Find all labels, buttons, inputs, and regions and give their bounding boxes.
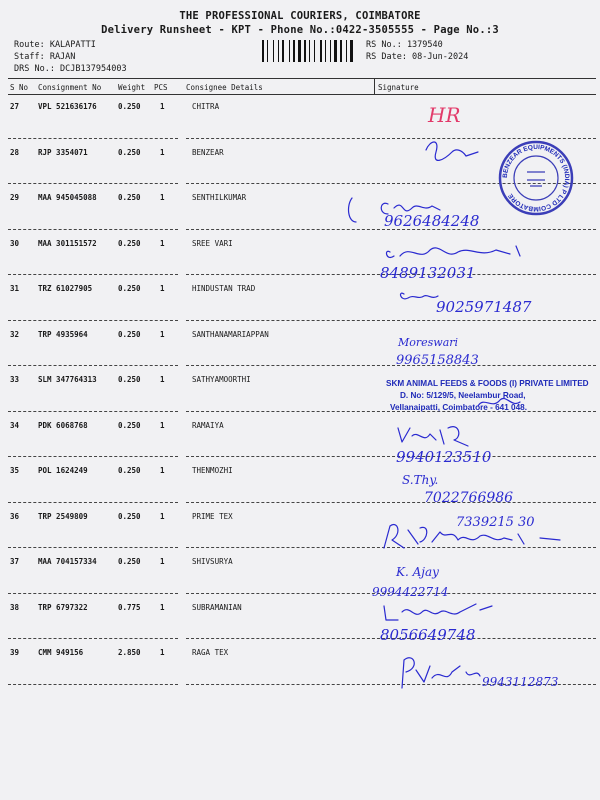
row39-signature (402, 658, 480, 688)
row-consignee: SANTHANAMARIAPPAN (192, 329, 269, 339)
row-pcs: 1 (160, 375, 165, 384)
row39-phone: 9943112873 (482, 675, 559, 689)
row29-phone: 9626484248 (384, 212, 480, 230)
row-consignment-no: SLM 347764313 (38, 375, 97, 384)
row-sno: 31 (10, 284, 20, 293)
company-title: THE PROFESSIONAL COURIERS, COIMBATORE (179, 10, 421, 22)
row-consignee: SHIVSURYA (192, 557, 233, 566)
row35-name: S.Thy. (402, 473, 439, 487)
row-sno: 27 (10, 102, 20, 111)
row30-phone: 8489132031 (380, 264, 476, 282)
row-pcs: 1 (160, 284, 165, 293)
row-consignee: SREE VARI (192, 238, 233, 248)
row-consignment-no: POL 1624249 (38, 466, 88, 475)
row-weight: 0.250 (118, 466, 141, 475)
row-consignee: SENTHILKUMAR (192, 193, 247, 202)
row-pcs: 1 (160, 648, 165, 657)
row37-phone: 9994422714 (372, 585, 449, 599)
staff-label: Staff: RAJAN (14, 52, 76, 62)
row-consignment-no: MAA 301151572 (38, 238, 97, 248)
row-sno: 29 (10, 193, 20, 202)
drs-number: DRS No.: DCJB137954003 (14, 64, 127, 74)
row34-signature (398, 427, 468, 446)
row-weight: 0.250 (118, 420, 141, 430)
row-sno: 28 (10, 147, 20, 157)
row-sno: 33 (10, 375, 20, 384)
col-consignee: Consignee Details (186, 83, 263, 92)
row-sno: 32 (10, 329, 20, 339)
row-pcs: 1 (160, 557, 165, 566)
row-sno: 37 (10, 557, 20, 566)
col-consignment: Consignment No (38, 83, 102, 92)
runsheet-subtitle: Delivery Runsheet - KPT - Phone No.:0422-3505555 - Page No.:3 (101, 24, 499, 36)
route-label: Route: KALAPATTI (14, 40, 96, 50)
row-consignment-no: TRP 6797322 (38, 602, 88, 612)
col-sno: S No (10, 83, 29, 92)
rs-number: RS No.: 1379540 (366, 40, 443, 50)
row-sno: 36 (10, 511, 20, 521)
row-weight: 0.250 (118, 511, 141, 521)
row32-name: Moreswari (398, 336, 459, 349)
row-consignee: THENMOZHI (192, 466, 233, 475)
row-sno: 38 (10, 602, 20, 612)
row-consignment-no: MAA 945045088 (38, 193, 97, 202)
row-weight: 0.250 (118, 329, 141, 339)
rs-date: RS Date: 08-Jun-2024 (366, 52, 469, 62)
row-consignment-no: RJP 3354071 (38, 147, 88, 157)
row36-phone: 7339215 30 (456, 515, 535, 530)
row-weight: 0.250 (118, 284, 141, 293)
row-pcs: 1 (160, 238, 165, 248)
row-sno: 39 (10, 648, 20, 657)
row-pcs: 1 (160, 147, 165, 157)
row-consignee: CHITRA (192, 102, 220, 111)
row28-signature (426, 142, 478, 160)
row-weight: 0.250 (118, 238, 141, 248)
row-consignee: RAMAIYA (192, 420, 224, 430)
row-sno: 30 (10, 238, 20, 248)
row-weight: 0.775 (118, 602, 141, 612)
row31-signature (401, 293, 438, 299)
row31-phone: 9025971487 (436, 298, 532, 316)
row30-signature (387, 246, 520, 258)
row32-phone: 9965158843 (396, 353, 479, 368)
row35-phone: 7022766986 (424, 490, 514, 506)
row-pcs: 1 (160, 602, 165, 612)
row27-signature: HR (428, 103, 461, 127)
row-consignee: PRIME TEX (192, 511, 233, 521)
row-consignee: SUBRAMANIAN (192, 602, 242, 612)
row-weight: 2.850 (118, 648, 141, 657)
row-weight: 0.250 (118, 102, 141, 111)
row-weight: 0.250 (118, 375, 141, 384)
rect-stamp-line3: Vellanaipatti, Coimbatore - 641 048. (390, 403, 527, 412)
row-consignee: BENZEAR (192, 147, 224, 157)
row-sno: 35 (10, 466, 20, 475)
row-consignment-no: TRP 4935964 (38, 329, 88, 339)
row-weight: 0.250 (118, 147, 141, 157)
company-rect-stamp (386, 379, 589, 412)
row-consignment-no: VPL 521636176 (38, 102, 97, 111)
col-signature: Signature (378, 83, 419, 92)
row-weight: 0.250 (118, 557, 141, 566)
row-consignment-no: TRP 2549809 (38, 511, 88, 521)
row-pcs: 1 (160, 466, 165, 475)
row-weight: 0.250 (118, 193, 141, 202)
row-pcs: 1 (160, 193, 165, 202)
col-pcs: PCS (154, 83, 168, 92)
row-pcs: 1 (160, 511, 165, 521)
row-consignment-no: CMM 949156 (38, 648, 84, 657)
rect-stamp-line1: SKM ANIMAL FEEDS & FOODS (I) PRIVATE LIMITED (386, 379, 589, 388)
row-consignment-no: TRZ 61027905 (38, 284, 93, 293)
rect-stamp-line2: D. No: 5/129/5, Neelambur Road, (400, 391, 526, 400)
row-pcs: 1 (160, 420, 165, 430)
row-sno: 34 (10, 420, 20, 430)
row-pcs: 1 (160, 102, 165, 111)
row-consignee: RAGA TEX (192, 648, 229, 657)
row-consignee: SATHYAMOORTHI (192, 375, 251, 384)
row34-phone: 9940123510 (396, 448, 492, 466)
company-round-stamp (500, 142, 572, 214)
row-consignment-no: PDK 6068768 (38, 420, 88, 430)
row-consignee: HINDUSTAN TRAD (192, 284, 256, 293)
row38-signature (384, 604, 492, 620)
row38-phone: 8056649748 (380, 626, 476, 644)
row37-name: K. Ajay (396, 565, 439, 579)
row-consignment-no: MAA 704157334 (38, 557, 97, 566)
round-stamp-text: BENZEAR EQUIPMENTS (INDIA) P LTD COIMBATORE (501, 143, 571, 213)
col-weight: Weight (118, 83, 146, 92)
row-pcs: 1 (160, 329, 165, 339)
